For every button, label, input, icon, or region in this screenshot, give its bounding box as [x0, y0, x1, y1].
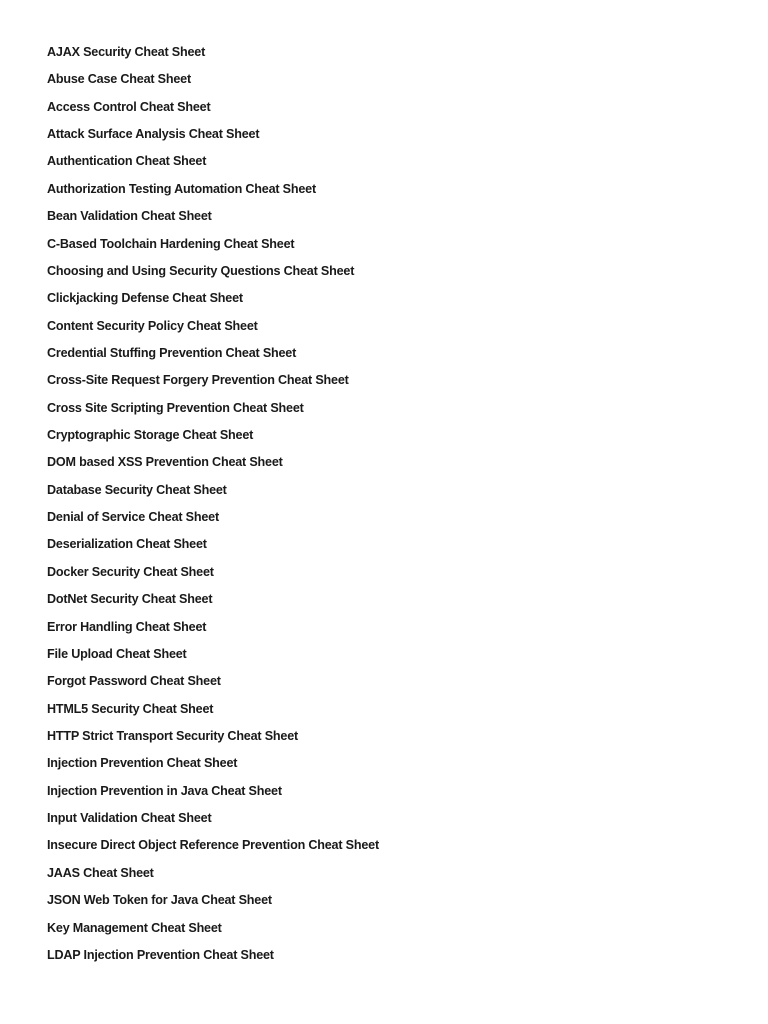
list-item: Injection Prevention Cheat Sheet [47, 756, 238, 771]
list-item: Key Management Cheat Sheet [47, 920, 222, 935]
list-item: C-Based Toolchain Hardening Cheat Sheet [47, 236, 295, 251]
list-item: JAAS Cheat Sheet [47, 865, 154, 880]
list-item: Insecure Direct Object Reference Prevention Cheat Sheet [47, 838, 379, 853]
list-item: Credential Stuffing Prevention Cheat Sheet [47, 345, 297, 360]
list-item: Denial of Service Cheat Sheet [47, 510, 219, 525]
list-item: Error Handling Cheat Sheet [47, 619, 207, 634]
list-item: File Upload Cheat Sheet [47, 646, 187, 661]
cheat-sheet-list [47, 42, 379, 972]
list-item: Authentication Cheat Sheet [47, 154, 207, 169]
list-item: Forgot Password Cheat Sheet [47, 674, 221, 689]
list-item: Abuse Case Cheat Sheet [47, 72, 191, 87]
list-item: HTTP Strict Transport Security Cheat Sheet [47, 728, 299, 743]
list-item: Injection Prevention in Java Cheat Sheet [47, 783, 282, 798]
list-item: Database Security Cheat Sheet [47, 482, 227, 497]
list-item: Content Security Policy Cheat Sheet [47, 318, 258, 333]
list-item: Cross Site Scripting Prevention Cheat Sheet [47, 400, 304, 415]
list-item: JSON Web Token for Java Cheat Sheet [47, 893, 272, 908]
list-item: Cross-Site Request Forgery Prevention Cheat Sheet [47, 373, 349, 388]
list-item: Docker Security Cheat Sheet [47, 564, 214, 579]
list-item: DOM based XSS Prevention Cheat Sheet [47, 455, 283, 470]
list-item: Access Control Cheat Sheet [47, 99, 211, 114]
list-item: Choosing and Using Security Questions Cheat Sheet [47, 263, 355, 278]
list-item: AJAX Security Cheat Sheet [47, 45, 206, 59]
list-item: DotNet Security Cheat Sheet [47, 592, 213, 607]
list-item: Deserialization Cheat Sheet [47, 537, 207, 552]
list-item: Input Validation Cheat Sheet [47, 811, 212, 826]
list-item: LDAP Injection Prevention Cheat Sheet [47, 947, 274, 962]
list-item: Cryptographic Storage Cheat Sheet [47, 428, 254, 443]
list-item: Clickjacking Defense Cheat Sheet [47, 291, 243, 306]
list-item: HTML5 Security Cheat Sheet [47, 701, 214, 716]
list-item: Attack Surface Analysis Cheat Sheet [47, 127, 260, 142]
list-item: Authorization Testing Automation Cheat Sheet [47, 181, 316, 196]
list-item: Bean Validation Cheat Sheet [47, 209, 212, 224]
